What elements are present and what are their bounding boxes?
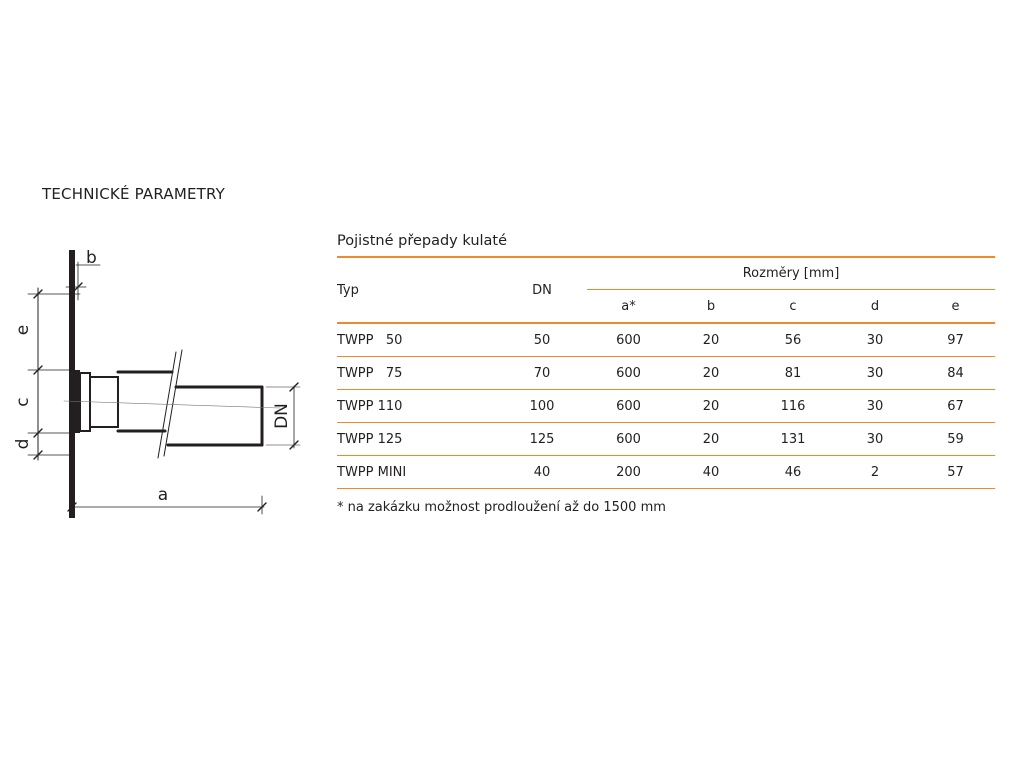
cell-a: 600 (587, 390, 670, 423)
footnote: * na zakázku možnost prodloužení až do 1500 mm (337, 500, 666, 515)
label-d: d (13, 438, 33, 450)
break-line-2 (158, 352, 176, 458)
parameters-table-block (337, 230, 995, 515)
label-a: a (157, 485, 169, 505)
header-e: e (916, 290, 995, 324)
header-c: c (752, 290, 834, 324)
cell-c: 46 (752, 456, 834, 489)
cell-dn: 100 (497, 390, 587, 423)
section-title: TECHNICKÉ PARAMETRY (42, 185, 226, 203)
cell-typ: TWPP 50 (337, 323, 497, 357)
cell-c: 81 (752, 357, 834, 390)
header-d: d (834, 290, 916, 324)
cell-d: 30 (834, 323, 916, 357)
cell-b: 20 (670, 390, 752, 423)
header-group-dimensions: Rozměry [mm] (742, 266, 840, 281)
break-line-1 (164, 350, 182, 456)
label-e: e (13, 324, 33, 336)
cell-c: 116 (752, 390, 834, 423)
label-dn: DN (272, 403, 292, 429)
cell-b: 20 (670, 357, 752, 390)
table-row (337, 456, 995, 489)
table-row (337, 390, 995, 423)
cell-c: 56 (752, 323, 834, 357)
cell-b: 20 (670, 323, 752, 357)
label-b: b (86, 248, 97, 268)
table-title: Pojistné přepady kulaté (337, 230, 995, 258)
cell-d: 30 (834, 423, 916, 456)
cell-c: 131 (752, 423, 834, 456)
cell-typ: TWPP 110 (337, 390, 497, 423)
header-typ: Typ (337, 258, 497, 323)
cell-typ: TWPP 125 (337, 423, 497, 456)
cell-e: 84 (916, 357, 995, 390)
cell-a: 600 (587, 423, 670, 456)
header-row-1 (337, 258, 995, 290)
label-c: c (13, 397, 33, 407)
cell-a: 200 (587, 456, 670, 489)
cell-e: 97 (916, 323, 995, 357)
cell-typ: TWPP 75 (337, 357, 497, 390)
parameters-table (337, 258, 995, 489)
table-row (337, 357, 995, 390)
cell-dn: 40 (497, 456, 587, 489)
table-row (337, 423, 995, 456)
cell-d: 2 (834, 456, 916, 489)
cell-a: 600 (587, 357, 670, 390)
cell-e: 57 (916, 456, 995, 489)
cell-b: 20 (670, 423, 752, 456)
header-dn: DN (497, 258, 587, 323)
cell-dn: 70 (497, 357, 587, 390)
cell-e: 59 (916, 423, 995, 456)
header-a: a* (587, 290, 670, 324)
cell-d: 30 (834, 357, 916, 390)
technical-drawing (0, 230, 330, 530)
cell-d: 30 (834, 390, 916, 423)
cell-typ: TWPP MINI (337, 456, 497, 489)
table-row (337, 323, 995, 357)
cell-b: 40 (670, 456, 752, 489)
cell-a: 600 (587, 323, 670, 357)
cell-dn: 125 (497, 423, 587, 456)
header-b: b (670, 290, 752, 324)
cell-dn: 50 (497, 323, 587, 357)
cell-e: 67 (916, 390, 995, 423)
